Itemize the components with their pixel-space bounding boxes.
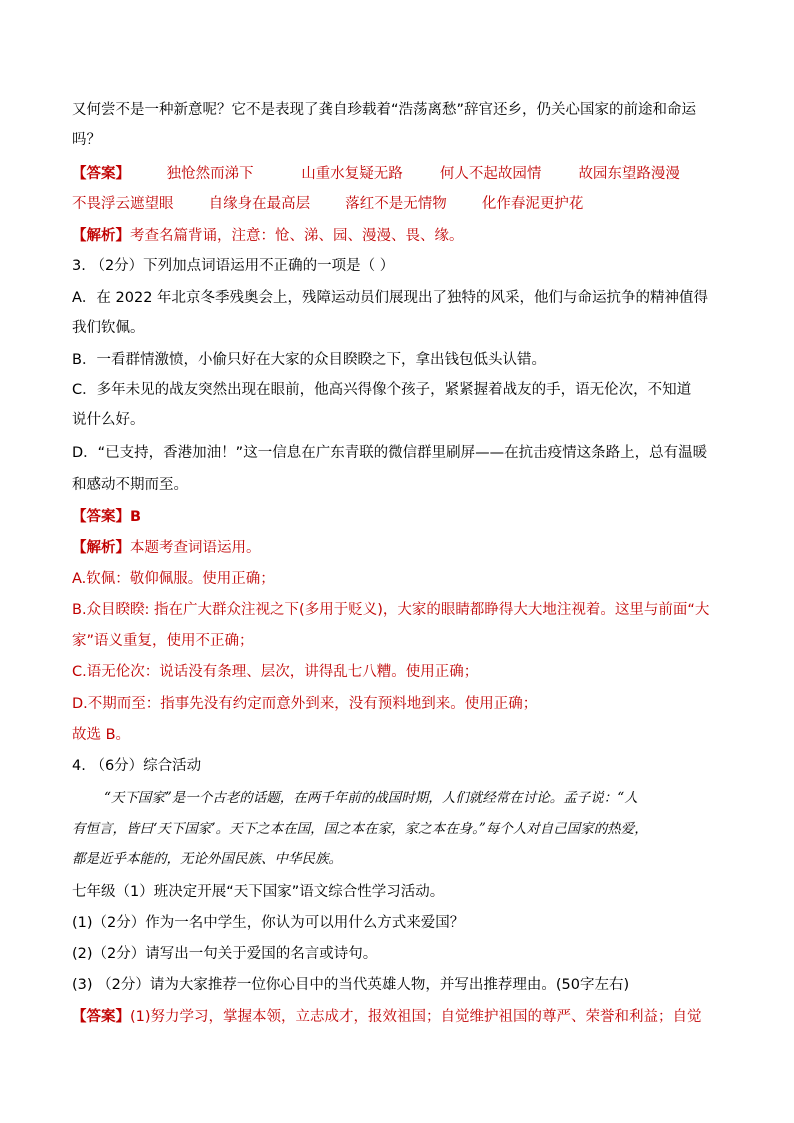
q3-option-c-line-1: C．多年未见的战友突然出现在眼前，他高兴得像个孩子，紧紧握着战友的手，语无伦次，不知道: [72, 382, 692, 398]
answer-item: 何人不起故园情: [439, 166, 542, 182]
q4-answer: [72, 1007, 732, 1027]
q4-sub-1: (1)（2分）作为一名中学生，你认为可以用什么方式来爱国？: [72, 915, 465, 931]
answer-text: (1)努力学习，掌握本领，立志成才，报效祖国；自觉维护祖国的尊严、荣誉和利益；自觉: [130, 1009, 702, 1025]
answer-item: 山重水复疑无路: [301, 166, 403, 182]
q3-option-b: B．一看群情激愤，小偷只好在大家的众目睽睽之下，拿出钱包低头认错。: [72, 352, 546, 368]
q4-passage-line-3: 都是近乎本能的，无论外国民族、中华民族。: [72, 851, 342, 867]
q3-note-b-line-2: 家”语义重复，使用不正确；: [72, 633, 254, 649]
q4-stem: 4. （6分）综合活动: [72, 758, 202, 774]
q4-sub-3: (3) （2分）请为大家推荐一位你心目中的当代英雄人物，并写出推荐理由。(50字左右): [72, 977, 630, 993]
q4-task: 七年级（1）班决定开展“天下国家”语文综合性学习活动。: [72, 884, 445, 900]
answer-item: 独怆然而涕下: [166, 166, 254, 182]
q3-option-d-line-1: D．“已支持，香港加油！”这一信息在广东青联的微信群里刷屏——在抗击疫情这条路上，总有温暖: [72, 445, 708, 461]
q3-final: 故选 B。: [72, 727, 131, 743]
q3-note-b-line-1: B.众目睽睽: 指在广大群众注视之下(多用于贬义)，大家的眼睛都睁得大大地注视着。这里与前面“大: [72, 602, 710, 618]
answer-item: 化作春泥更护花: [481, 196, 584, 212]
analysis-text: 考查名篇背诵，注意：怆、涕、园、漫漫、畏、缘。: [130, 228, 464, 244]
answer-value: B: [130, 509, 142, 525]
answer-label: 【答案】: [72, 509, 130, 525]
q2-answer-row-1: [72, 164, 732, 184]
analysis-label: 【解析】: [72, 540, 130, 556]
answer-item: 不畏浮云遮望眼: [72, 196, 174, 212]
q3-option-d-line-2: 和感动不期而至。: [72, 477, 188, 493]
q4-sub-2: (2)（2分）请写出一句关于爱国的名言或诗句。: [72, 946, 378, 962]
q3-option-a-line-1: A．在 2022 年北京冬季残奥会上，残障运动员们展现出了独特的风采，他们与命运抗争的精神值得: [72, 290, 709, 306]
answer-item: 故园东望路漫漫: [578, 166, 680, 182]
q3-analysis: [72, 538, 732, 558]
q3-option-c-line-2: 说什么好。: [72, 412, 145, 428]
q3-option-a-line-2: 我们钦佩。: [72, 320, 145, 336]
answer-label: 【答案】: [72, 1009, 130, 1025]
answer-item: 落红不是无情物: [345, 196, 447, 212]
intro-line-1: 又何尝不是一种新意呢？它不是表现了龚自珍载着“浩荡离愁”辞官还乡，仍关心国家的前途和命运: [72, 102, 697, 118]
answer-item: 自缘身在最高层: [208, 196, 311, 212]
q2-analysis: [72, 226, 732, 246]
q3-answer: [72, 507, 732, 527]
q2-answer-row-2: [72, 194, 732, 214]
q3-note-c: C.语无伦次：说话没有条理、层次，讲得乱七八糟。使用正确；: [72, 664, 479, 680]
analysis-label: 【解析】: [72, 228, 130, 244]
q3-note-d: D.不期而至：指事先没有约定而意外到来，没有预料地到来。使用正确；: [72, 696, 538, 712]
intro-line-2: 吗？: [72, 132, 101, 148]
q4-passage-line-1: “天下国家”是一个古老的话题，在两千年前的战国时期，人们就经常在讨论。孟子说：“人: [104, 790, 638, 806]
q3-note-a: A.钦佩：敬仰佩服。使用正确；: [72, 571, 275, 587]
q3-stem: 3. （2分）下列加点词语运用不正确的一项是（ ）: [72, 258, 395, 274]
answer-label: 【答案】: [72, 166, 130, 182]
q4-passage-line-2: 有恒言，皆曰‘天下国家’。天下之本在国，国之本在家，家之本在身。”每个人对自己国家的热爱，: [72, 821, 648, 837]
analysis-text: 本题考查词语运用。: [130, 540, 261, 556]
